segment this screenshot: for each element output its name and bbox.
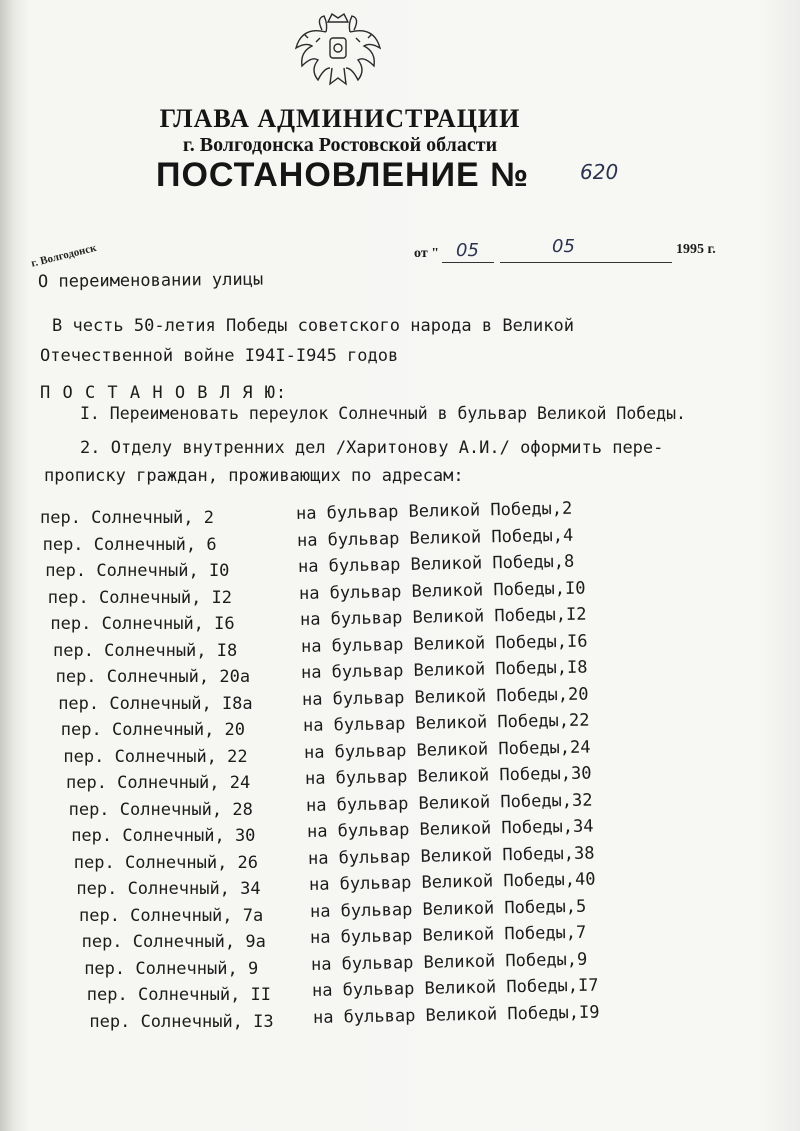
old-address: пер. Солнечный, I3 bbox=[89, 1011, 274, 1032]
point-2-line-1: 2. Отделу внутренних дел /Харитонову А.И./ оформить пере- bbox=[80, 438, 664, 458]
new-address: на бульвар Великой Победы,4 bbox=[296, 525, 574, 551]
new-address: на бульвар Великой Победы,30 bbox=[304, 763, 592, 789]
new-address: на бульвар Великой Победы,I7 bbox=[311, 975, 599, 1001]
resolve-heading: П О С Т А Н О В Л Я Ю: bbox=[40, 383, 288, 403]
old-address: пер. Солнечный, 20а bbox=[55, 667, 251, 687]
old-address: пер. Солнечный, 20 bbox=[60, 720, 246, 740]
old-address: пер. Солнечный, 9а bbox=[81, 932, 266, 952]
preamble-line-1: В честь 50-летия Победы советского народа в Великой bbox=[52, 316, 574, 336]
coat-of-arms-icon bbox=[292, 8, 384, 96]
old-address: пер. Солнечный, 22 bbox=[63, 746, 248, 767]
point-1: I. Переименовать переулок Солнечный в бульвар Великой Победы. bbox=[80, 404, 686, 423]
old-address: пер. Солнечный, 34 bbox=[76, 879, 261, 899]
old-address: пер. Солнечный, I2 bbox=[47, 587, 233, 608]
new-address: на бульвар Великой Победы,40 bbox=[308, 869, 596, 895]
new-address: на бульвар Великой Победы,32 bbox=[305, 790, 593, 816]
old-address: пер. Солнечный, 2 bbox=[40, 508, 214, 528]
header-subtitle: г. Волгодонска Ростовской области bbox=[182, 134, 498, 156]
new-address: на бульвар Великой Победы,I6 bbox=[300, 631, 588, 657]
new-address: на бульвар Великой Победы,I0 bbox=[298, 578, 586, 604]
old-address: пер. Солнечный, 7а bbox=[79, 905, 264, 926]
new-address: на бульвар Великой Победы,8 bbox=[297, 551, 575, 577]
date-year: 1995 г. bbox=[676, 242, 716, 257]
handwritten-number: 620 bbox=[580, 160, 619, 184]
new-address: на бульвар Великой Победы,20 bbox=[302, 684, 590, 710]
old-address: пер. Солнечный, I8 bbox=[53, 640, 238, 661]
new-address: на бульвар Великой Победы,22 bbox=[302, 710, 590, 736]
old-address: пер. Солнечный, 24 bbox=[66, 773, 251, 793]
old-address: пер. Солнечный, II bbox=[86, 985, 272, 1005]
date-day: 05 bbox=[456, 240, 479, 261]
old-address: пер. Солнечный, I6 bbox=[50, 614, 235, 634]
new-address: на бульвар Великой Победы,I8 bbox=[301, 657, 589, 683]
new-address: на бульвар Великой Победы,34 bbox=[306, 816, 594, 842]
header-title: ГЛАВА АДМИНИСТРАЦИИ bbox=[159, 104, 521, 133]
new-address: на бульвар Великой Победы,9 bbox=[311, 949, 588, 975]
date-month-underline bbox=[500, 262, 672, 263]
new-address: на бульвар Великой Победы,2 bbox=[295, 498, 573, 524]
subject-line: О переименовании улицы bbox=[37, 269, 264, 292]
new-address: на бульвар Великой Победы,I2 bbox=[299, 604, 587, 630]
city-stamp: г. Волгодонск bbox=[30, 241, 98, 270]
old-address: пер. Солнечный, 9 bbox=[84, 958, 259, 979]
old-address: пер. Солнечный, I8а bbox=[58, 693, 253, 714]
new-address: на бульвар Великой Победы,5 bbox=[309, 896, 586, 922]
old-address: пер. Солнечный, 30 bbox=[71, 826, 256, 846]
old-address: пер. Солнечный, 6 bbox=[42, 534, 217, 555]
date-month: 05 bbox=[552, 236, 575, 257]
point-2-line-2: прописку граждан, проживающих по адресам: bbox=[44, 466, 464, 486]
new-address: на бульвар Великой Победы,24 bbox=[303, 737, 591, 763]
new-address: на бульвар Великой Победы,38 bbox=[307, 843, 595, 869]
date-prefix: от " bbox=[414, 246, 439, 261]
old-address: пер. Солнечный, 28 bbox=[68, 799, 253, 820]
old-address: пер. Солнечный, 26 bbox=[73, 852, 259, 873]
new-address: на бульвар Великой Победы,I9 bbox=[312, 1002, 600, 1028]
new-address: на бульвар Великой Победы,7 bbox=[310, 922, 587, 948]
preamble-line-2: Отечественной войне I94I-I945 годов bbox=[40, 346, 399, 366]
date-day-underline bbox=[442, 262, 494, 263]
old-address: пер. Солнечный, I0 bbox=[45, 561, 230, 581]
document-type: ПОСТАНОВЛЕНИЕ № bbox=[156, 156, 530, 194]
